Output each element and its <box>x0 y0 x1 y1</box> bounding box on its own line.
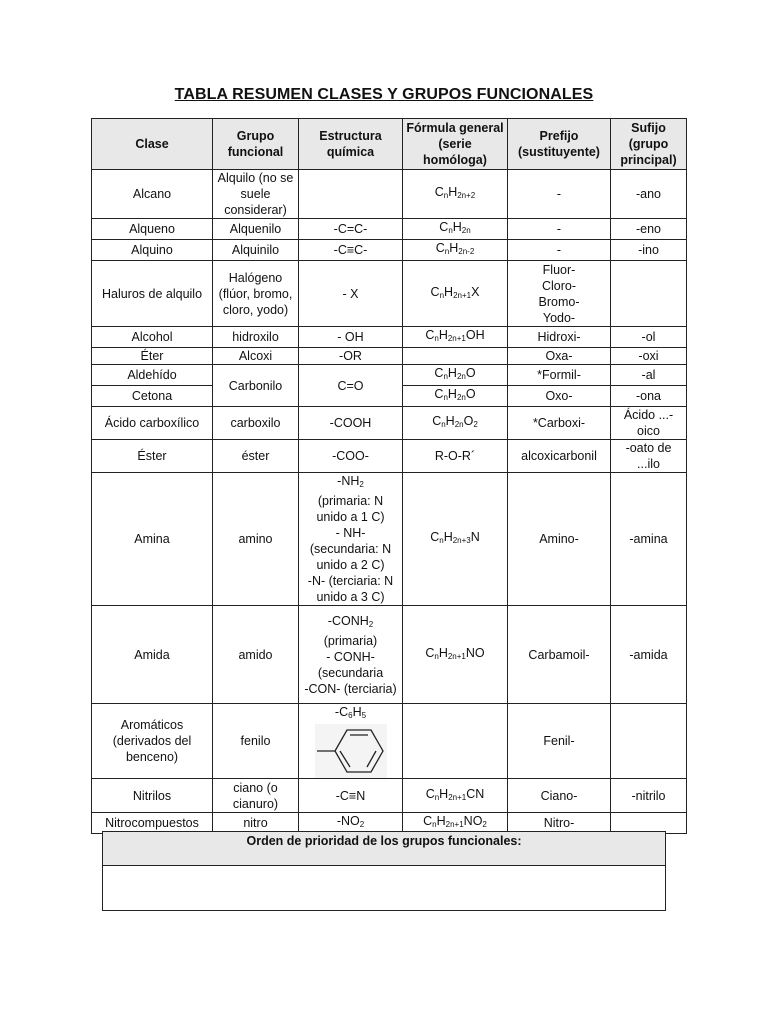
cell-grupo: Alquilo (no se suele considerar) <box>213 170 299 219</box>
cell-sufijo: -ano <box>611 170 687 219</box>
cell-sufijo: -eno <box>611 219 687 240</box>
cell-estructura: - X <box>299 261 403 327</box>
cell-formula: R-O-R´ <box>403 440 508 473</box>
cell-prefijo: Amino- <box>508 473 611 606</box>
cell-formula: $C_nH_{2n+1}X$ <box>403 261 508 327</box>
cell-estructura: -COOH <box>299 407 403 440</box>
cell-sufijo: -oato de ...ilo <box>611 440 687 473</box>
cell-estructura: -C=C- <box>299 219 403 240</box>
cell-clase: Alcohol <box>92 327 213 348</box>
cell-sufijo: -oxi <box>611 348 687 365</box>
cell-formula: $C_nH_{2n+1}NO$ <box>403 606 508 704</box>
cell-estructura: - OH <box>299 327 403 348</box>
cell-prefijo: *Carboxi- <box>508 407 611 440</box>
cell-estructura: $-NH_2$ (primaria: N unido a 1 C) - NH- (secundaria: N unido a 2 C) -N- (terciaria: N unido a 3 C) <box>299 473 403 606</box>
header-clase: Clase <box>92 119 213 170</box>
page-title: TABLA RESUMEN CLASES Y GRUPOS FUNCIONALES <box>174 86 594 103</box>
cell-grupo: Alquenilo <box>213 219 299 240</box>
cell-clase: Nitrocompuestos <box>92 813 213 834</box>
cell-clase: Amida <box>92 606 213 704</box>
cell-prefijo: Fenil- <box>508 704 611 779</box>
table-row <box>92 365 687 386</box>
table-row <box>92 219 687 240</box>
cell-grupo: Alcoxi <box>213 348 299 365</box>
cell-grupo: Halógeno (flúor, bromo, cloro, yodo) <box>213 261 299 327</box>
table-row <box>92 440 687 473</box>
benzene-ring-icon <box>315 724 387 778</box>
table-header-row <box>92 119 687 170</box>
priority-header: Orden de prioridad de los grupos funcionales: <box>103 832 666 866</box>
cell-prefijo: - <box>508 170 611 219</box>
cell-estructura: C=O <box>299 365 403 407</box>
cell-formula: $C_nH_{2n-2}$ <box>403 240 508 261</box>
cell-formula: $C_nH_{2n}$ <box>403 219 508 240</box>
cell-formula: $C_nH_{2n}O_2$ <box>403 407 508 440</box>
cell-estructura: $-NO_2$ <box>299 813 403 834</box>
cell-sufijo: Ácido ...-oico <box>611 407 687 440</box>
cell-sufijo: -al <box>611 365 687 386</box>
cell-estructura: -OR <box>299 348 403 365</box>
cell-grupo: fenilo <box>213 704 299 779</box>
cell-clase: Aromáticos (derivados del benceno) <box>92 704 213 779</box>
cell-sufijo: -nitrilo <box>611 779 687 813</box>
table-row <box>92 407 687 440</box>
header-formula: Fórmula general (serie homóloga) <box>403 119 508 170</box>
cell-prefijo: - <box>508 219 611 240</box>
cell-formula: $C_nH_{2n+1}NO_2$ <box>403 813 508 834</box>
cell-clase: Cetona <box>92 386 213 407</box>
cell-prefijo: Hidroxi- <box>508 327 611 348</box>
cell-grupo: carboxilo <box>213 407 299 440</box>
cell-estructura: -COO- <box>299 440 403 473</box>
header-estructura: Estructura química <box>299 119 403 170</box>
cell-grupo: Carbonilo <box>213 365 299 407</box>
cell-grupo: nitro <box>213 813 299 834</box>
cell-clase: Éster <box>92 440 213 473</box>
priority-box <box>102 831 666 911</box>
cell-clase: Alquino <box>92 240 213 261</box>
cell-formula: $C_nH_{2n+1}CN$ <box>403 779 508 813</box>
cell-estructura <box>299 170 403 219</box>
cell-prefijo: alcoxicarbonil <box>508 440 611 473</box>
cell-sufijo: -ino <box>611 240 687 261</box>
cell-grupo: Alquinilo <box>213 240 299 261</box>
cell-formula: $C_nH_{2n+3}N$ <box>403 473 508 606</box>
cell-clase: Alqueno <box>92 219 213 240</box>
cell-estructura: -C≡C- <box>299 240 403 261</box>
cell-sufijo: -ona <box>611 386 687 407</box>
cell-prefijo: Oxo- <box>508 386 611 407</box>
cell-clase: Aldehído <box>92 365 213 386</box>
cell-prefijo: *Formil- <box>508 365 611 386</box>
cell-sufijo <box>611 261 687 327</box>
cell-formula: $C_nH_{2n+2}$ <box>403 170 508 219</box>
cell-prefijo: Carbamoil- <box>508 606 611 704</box>
header-sufijo: Sufijo (grupo principal) <box>611 119 687 170</box>
cell-clase: Ácido carboxílico <box>92 407 213 440</box>
cell-prefijo: Fluor- Cloro- Bromo- Yodo- <box>508 261 611 327</box>
table-row <box>92 240 687 261</box>
cell-formula: $C_nH_{2n}O$ <box>403 365 508 386</box>
cell-sufijo: -amina <box>611 473 687 606</box>
table-row <box>92 170 687 219</box>
table-row <box>92 473 687 606</box>
cell-clase: Haluros de alquilo <box>92 261 213 327</box>
table-row <box>92 779 687 813</box>
cell-formula: $C_nH_{2n+1}OH$ <box>403 327 508 348</box>
cell-grupo: éster <box>213 440 299 473</box>
cell-formula: $C_nH_{2n}O$ <box>403 386 508 407</box>
cell-clase: Éter <box>92 348 213 365</box>
table-row <box>92 348 687 365</box>
table-row <box>92 261 687 327</box>
table-row <box>92 327 687 348</box>
cell-estructura: $-CONH_2$ (primaria) - CONH- (secundaria -CON- (terciaria) <box>299 606 403 704</box>
priority-body <box>103 866 666 911</box>
cell-formula <box>403 704 508 779</box>
cell-formula <box>403 348 508 365</box>
cell-prefijo: Oxa- <box>508 348 611 365</box>
cell-prefijo: - <box>508 240 611 261</box>
header-grupo: Grupo funcional <box>213 119 299 170</box>
cell-sufijo <box>611 704 687 779</box>
cell-grupo: ciano (o cianuro) <box>213 779 299 813</box>
cell-prefijo: Ciano- <box>508 779 611 813</box>
header-prefijo: Prefijo (sustituyente) <box>508 119 611 170</box>
functional-groups-table <box>91 118 687 834</box>
cell-clase: Nitrilos <box>92 779 213 813</box>
cell-sufijo: -amida <box>611 606 687 704</box>
cell-clase: Alcano <box>92 170 213 219</box>
cell-grupo: amido <box>213 606 299 704</box>
cell-estructura: -C≡N <box>299 779 403 813</box>
table-row <box>92 606 687 704</box>
cell-prefijo: Nitro- <box>508 813 611 834</box>
cell-estructura: $-C_6H_5$ <box>299 704 403 779</box>
cell-sufijo: -ol <box>611 327 687 348</box>
table-row <box>92 704 687 779</box>
cell-grupo: hidroxilo <box>213 327 299 348</box>
cell-grupo: amino <box>213 473 299 606</box>
cell-clase: Amina <box>92 473 213 606</box>
